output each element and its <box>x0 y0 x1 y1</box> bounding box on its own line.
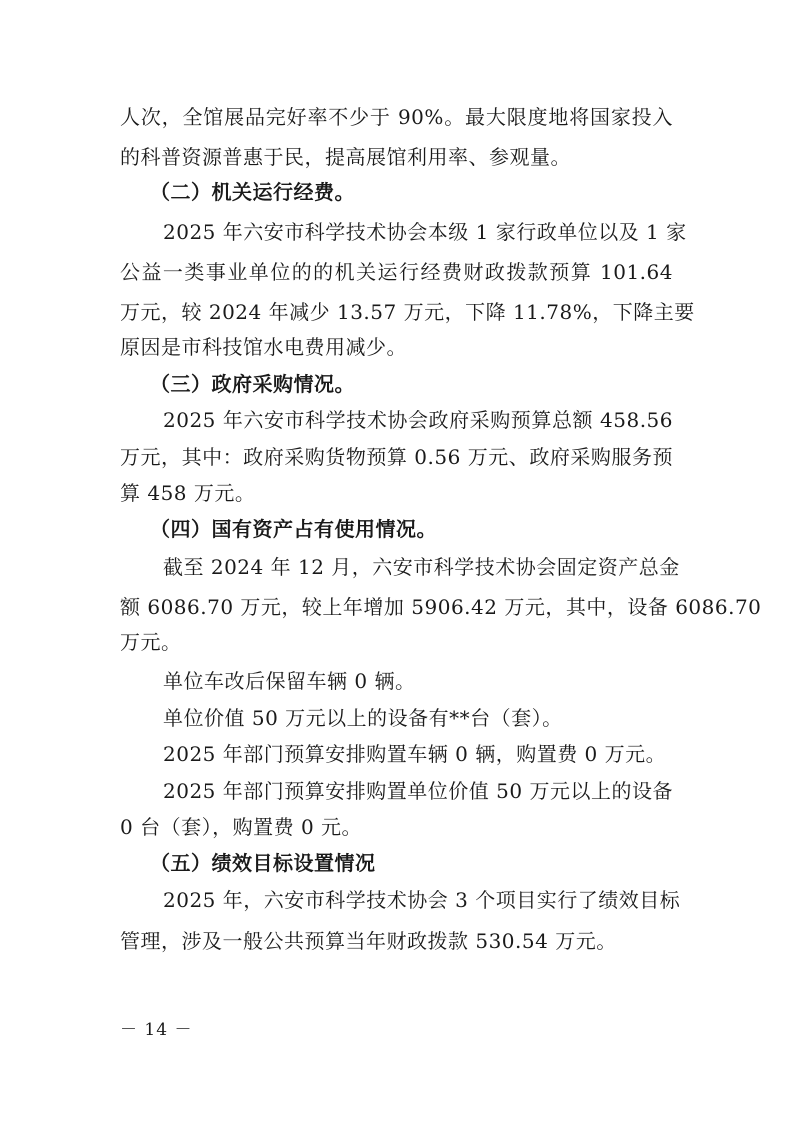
paragraph-line: 2025 年部门预算安排购置单位价值 50 万元以上的设备 <box>163 779 673 803</box>
paragraph-line: 0 台（套），购置费 0 元。 <box>120 815 363 839</box>
paragraph-line: 截至 2024 年 12 月，六安市科学技术协会固定资产总金 <box>163 555 680 579</box>
paragraph-line: 额 6086.70 万元，较上年增加 5906.42 万元，其中，设备 6086.70 <box>120 595 762 619</box>
paragraph-line: 管理，涉及一般公共预算当年财政拨款 530.54 万元。 <box>120 929 617 953</box>
section-heading: （五）绩效目标设置情况 <box>150 851 376 875</box>
paragraph-line: 的科普资源普惠于民，提高展馆利用率、参观量。 <box>120 145 571 169</box>
section-heading: （二）机关运行经费。 <box>150 180 355 204</box>
paragraph-line: 算 458 万元。 <box>120 481 256 505</box>
paragraph-line: 2025 年六安市科学技术协会本级 1 家行政单位以及 1 家 <box>163 220 687 244</box>
paragraph-line: 万元。 <box>120 630 182 654</box>
paragraph-line: 2025 年六安市科学技术协会政府采购预算总额 458.56 <box>163 408 673 432</box>
paragraph-line: 人次，全馆展品完好率不少于 90%。最大限度地将国家投入 <box>120 105 673 129</box>
paragraph-line: 公益一类事业单位的的机关运行经费财政拨款预算 101.64 <box>120 260 673 284</box>
page-number: － 14 － <box>120 1020 193 1040</box>
section-heading: （四）国有资产占有使用情况。 <box>150 517 437 541</box>
paragraph-line: 2025 年部门预算安排购置车辆 0 辆，购置费 0 万元。 <box>163 742 667 766</box>
paragraph-line: 单位价值 50 万元以上的设备有**台（套）。 <box>163 706 563 730</box>
paragraph-line: 原因是市科技馆水电费用减少。 <box>120 335 407 359</box>
paragraph-line: 2025 年，六安市科学技术协会 3 个项目实行了绩效目标 <box>163 888 681 912</box>
paragraph-line: 单位车改后保留车辆 0 辆。 <box>163 669 416 693</box>
section-heading: （三）政府采购情况。 <box>150 372 355 396</box>
paragraph-line: 万元，其中：政府采购货物预算 0.56 万元、政府采购服务预 <box>120 445 673 469</box>
paragraph-line: 万元，较 2024 年减少 13.57 万元，下降 11.78%，下降主要 <box>120 300 695 324</box>
